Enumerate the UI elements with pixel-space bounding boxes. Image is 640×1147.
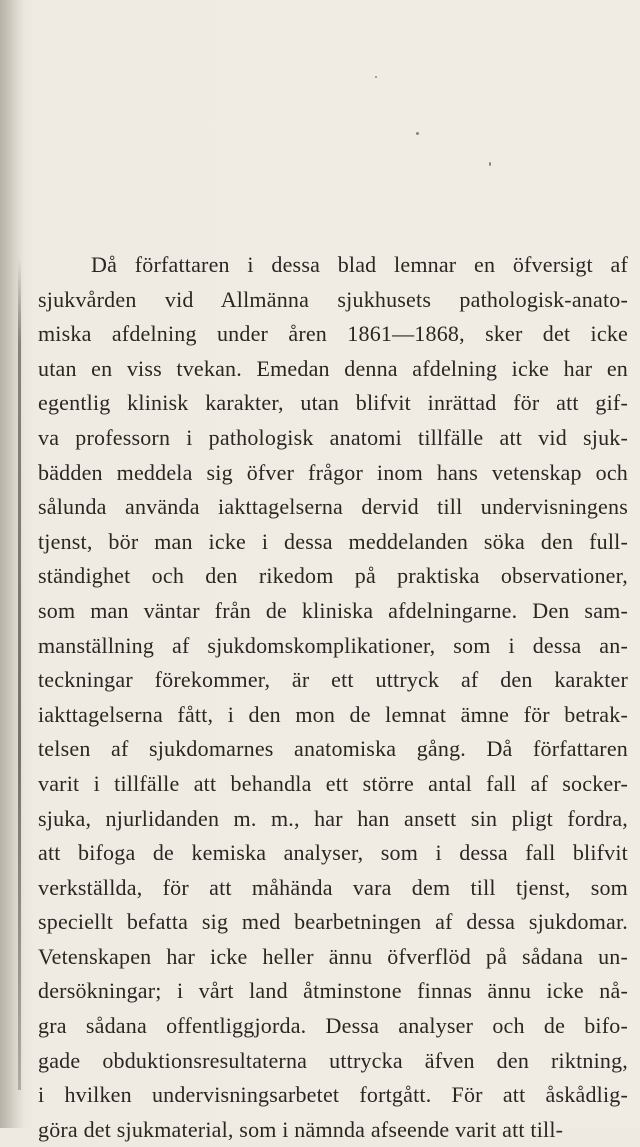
text-line: gade obduktionsresultaterna uttrycka äfven den riktning, — [38, 1047, 628, 1073]
text-line: va professorn i pathologisk anatomi tillfälle att vid sjuk- — [38, 424, 628, 450]
text-line: Då författaren i dessa blad lemnar en öfversigt af — [91, 252, 628, 277]
text-line: i hvilken undervisningsarbetet fortgått. För att åskådlig- — [38, 1082, 628, 1108]
text-line: Vetenskapen har icke heller ännu öfverflöd på sådana un- — [38, 943, 628, 969]
text-line: gra sådana offentliggjorda. Dessa analyser och de bifo- — [38, 1013, 628, 1039]
paper-speck — [489, 162, 491, 166]
body-paragraph — [38, 248, 628, 1147]
text-line: varit i tillfälle att behandla ett större antal fall af socker- — [38, 770, 628, 796]
text-line: teckningar förekommer, är ett uttryck af den karakter — [38, 667, 628, 693]
text-line: miska afdelning under åren 1861—1868, sker det icke — [38, 321, 628, 347]
text-line: sålunda använda iakttagelserna dervid till undervisningens — [38, 494, 628, 520]
text-line: speciellt befatta sig med bearbetningen af dessa sjukdomar. — [38, 909, 628, 935]
text-line: bädden meddela sig öfver frågor inom hans vetenskap och — [38, 459, 628, 485]
text-line: utan en viss tvekan. Emedan denna afdelning icke har en — [38, 355, 628, 381]
paper-speck — [416, 132, 419, 135]
text-line: tjenst, bör man icke i dessa meddelanden söka den full- — [38, 528, 628, 554]
binding-edge — [18, 260, 21, 1090]
text-line: som man väntar från de kliniska afdelningarne. Den sam- — [38, 597, 628, 623]
text-line: sjukvården vid Allmänna sjukhusets pathologisk-anato- — [38, 286, 628, 312]
text-line: dersökningar; i vårt land åtminstone finnas ännu icke nå- — [38, 978, 628, 1004]
text-line: ständighet och den rikedom på praktiska observationer, — [38, 563, 628, 589]
text-line: göra det sjukmaterial, som i nämnda afseende varit att till- — [38, 1116, 564, 1142]
text-line: egentlig klinisk karakter, utan blifvit inrättad för att gif- — [38, 390, 628, 416]
text-line: verkställda, för att måhända vara dem till tjenst, som — [38, 874, 628, 900]
text-line: sjuka, njurlidanden m. m., har han ansett sin pligt fordra, — [38, 805, 628, 831]
text-line: att bifoga de kemiska analyser, som i dessa fall blifvit — [38, 840, 628, 866]
text-line: iakttagelserna fått, i den mon de lemnat ämne för betrak- — [38, 701, 628, 727]
paper-speck — [375, 76, 377, 78]
text-line: telsen af sjukdomarnes anatomiska gång. Då författaren — [38, 736, 628, 762]
text-line: manställning af sjukdomskomplikationer, som i dessa an- — [38, 632, 628, 658]
